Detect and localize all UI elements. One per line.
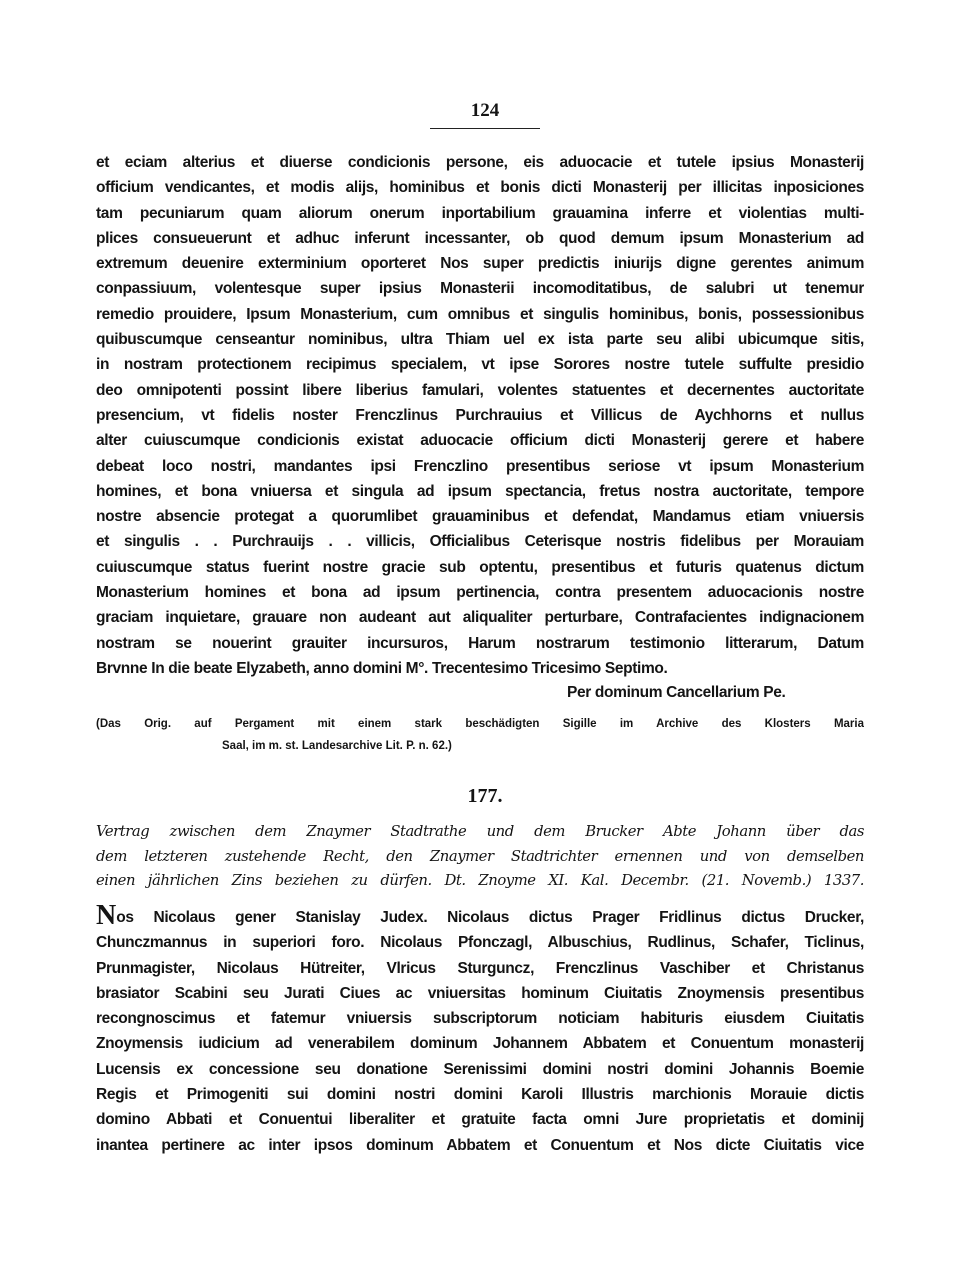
text-line: extremum deuenire exterminium oporteret Nos super predictis iniurijs digne gerentes animum — [96, 255, 864, 273]
text-line: in nostram protectionem recipimus specialem, vt ipse Sorores nostre tutele suffulte presidio — [96, 356, 864, 374]
text-line: tam pecuniarum quam aliorum onerum inportabilium grauamina inferre et violentias multi- — [96, 204, 864, 222]
text-line: et eciam alterius et diuerse condicionis persone, eis aduocacie et tutele ipsius Monasterij — [96, 154, 864, 171]
text-line: plices consueuerunt et adhuc inferunt incessanter, ob quod demum ipsum Monasterium ad — [96, 229, 864, 247]
text-line: Monasterium homines et bona ad ipsum pertinencia, contra presentem aduocacionis nostre — [96, 584, 864, 602]
heading-line: einen jährlichen Zins beziehen zu dürfen. Dt. Znoyme XI. Kal. Decembr. (21. Novemb.) 1337. — [96, 872, 864, 889]
document-number: 177. — [467, 785, 503, 807]
text-line: debeat loco nostri, mandantes ipsi Frenczlino presentibus seriose vt ipsum Monasterium — [96, 457, 864, 475]
note-line: Saal, im m. st. Landesarchive Lit. P. n. 62.) — [222, 740, 452, 752]
document-text — [96, 905, 864, 1158]
text-line: Regis et Primogeniti sui domini nostri domini Karoli Illustris marchionis Morauie dictis — [96, 1086, 864, 1104]
text-line: homines, et bona vniuersa et singula ad ipsum spectancia, fretus nostra auctoritate, tempore — [96, 482, 864, 500]
text-line: deo omnipotenti possint libere liberius famulari, volentes statuentes et decernentes auctoritate — [96, 381, 864, 399]
document-heading — [96, 820, 864, 894]
text-line: presencium, vt fidelis noster Frenczlinus Purchrauius et Villicus de Aychhorns et nullus — [96, 406, 864, 424]
text-line: Lucensis ex concessione seu donatione Serenissimi domini nostri domini Johannis Boemie — [96, 1060, 864, 1078]
note-line: (Das Orig. auf Pergament mit einem stark beschädigten Sigille im Archive des Klosters Maria — [96, 718, 864, 730]
archival-note — [96, 713, 864, 757]
text-line: quibuscumque censeantur nominibus, ultra Thiam uel ex ista parte seu alibi ubicumque sitis, — [96, 331, 864, 349]
text-line: alter cuiuscumque condicionis existat aduocacie officium dicti Monasterij gerere et habere — [96, 432, 864, 450]
text-line: Chunczmannus in superiori foro. Nicolaus Pfonczagl, Albuschius, Rudlinus, Schafer, Ticlinus, — [96, 934, 864, 952]
text-line: nostre absencie protegat a quorumlibet grauaminibus et defendat, Mandamus etiam vniuersis — [96, 508, 864, 526]
text-line: Znoymensis iudicium ad venerabilem dominum Johannem Abbatem et Conuentum monasterij — [96, 1035, 864, 1053]
first-line-rest: os Nicolaus gener Stanislay Judex. Nicolaus dictus Prager Fridlinus dictus Drucker, — [116, 909, 864, 926]
text-line: et singulis . . Purchrauijs . . villicis, Officialibus Ceterisque nostris fidelibus per Morauiam — [96, 533, 864, 551]
heading-line: Vertrag zwischen dem Znaymer Stadtrathe und dem Brucker Abte Johann über das — [96, 823, 864, 840]
text-line: brasiator Scabini seu Jurati Ciues ac vniuersitas hominum Ciuitatis Znoymensis presentibus — [96, 984, 864, 1002]
drop-cap: N — [96, 905, 117, 931]
signature-line: Per dominum Cancellarium Pe. — [567, 684, 786, 701]
text-line: Prunmagister, Nicolaus Hütreiter, Vlricus Sturguncz, Frenczlinus Vaschiber et Christanus — [96, 959, 864, 977]
page-number: 124 — [470, 100, 500, 121]
first-text-line — [96, 905, 864, 930]
text-line: cuiuscumque status fuerint nostre gracie sub optentu, presentibus et futuris quatenus dictum — [96, 558, 864, 576]
text-line: officium vendicantes, et modis alijs, hominibus et bonis dicti Monasterij per illicitas inposiciones — [96, 179, 864, 197]
text-line: Brvnne In die beate Elyzabeth, anno domini M°. Trecentesimo Tricesimo Septimo. — [96, 659, 668, 677]
text-line: domino Abbati et Conuentui liberaliter et gratuite facta omni Jure proprietatis et dominij — [96, 1111, 864, 1129]
header-rule — [430, 128, 540, 129]
text-line: recongnoscimus et fatemur vniuersis subscriptorum noticiam habituris eiusdem Ciuitatis — [96, 1010, 864, 1028]
text-line: nostram se nouerint grauiter incursuros, Harum nostrarum testimonio litterarum, Datum — [96, 634, 864, 652]
text-line: remedio prouidere, Ipsum Monasterium, cum omnibus et singulis hominibus, bonis, possessionibus — [96, 305, 864, 323]
heading-line: dem letzteren zustehende Recht, den Znaymer Stadtrichter ernennen und von demselben — [96, 847, 864, 865]
charter-text — [96, 150, 864, 681]
text-line: inantea pertinere ac inter ipsos dominum Abbatem et Conuentum et Nos dicte Ciuitatis vice — [96, 1136, 864, 1154]
text-line: graciam inquietare, grauare non audeant aut aliqualiter perturbare, Contrafacientes indignacionem — [96, 609, 864, 627]
text-line: conpassiuum, volentesque super ipsius Monasterii incomoditatibus, de salubri ut tenemur — [96, 280, 864, 298]
